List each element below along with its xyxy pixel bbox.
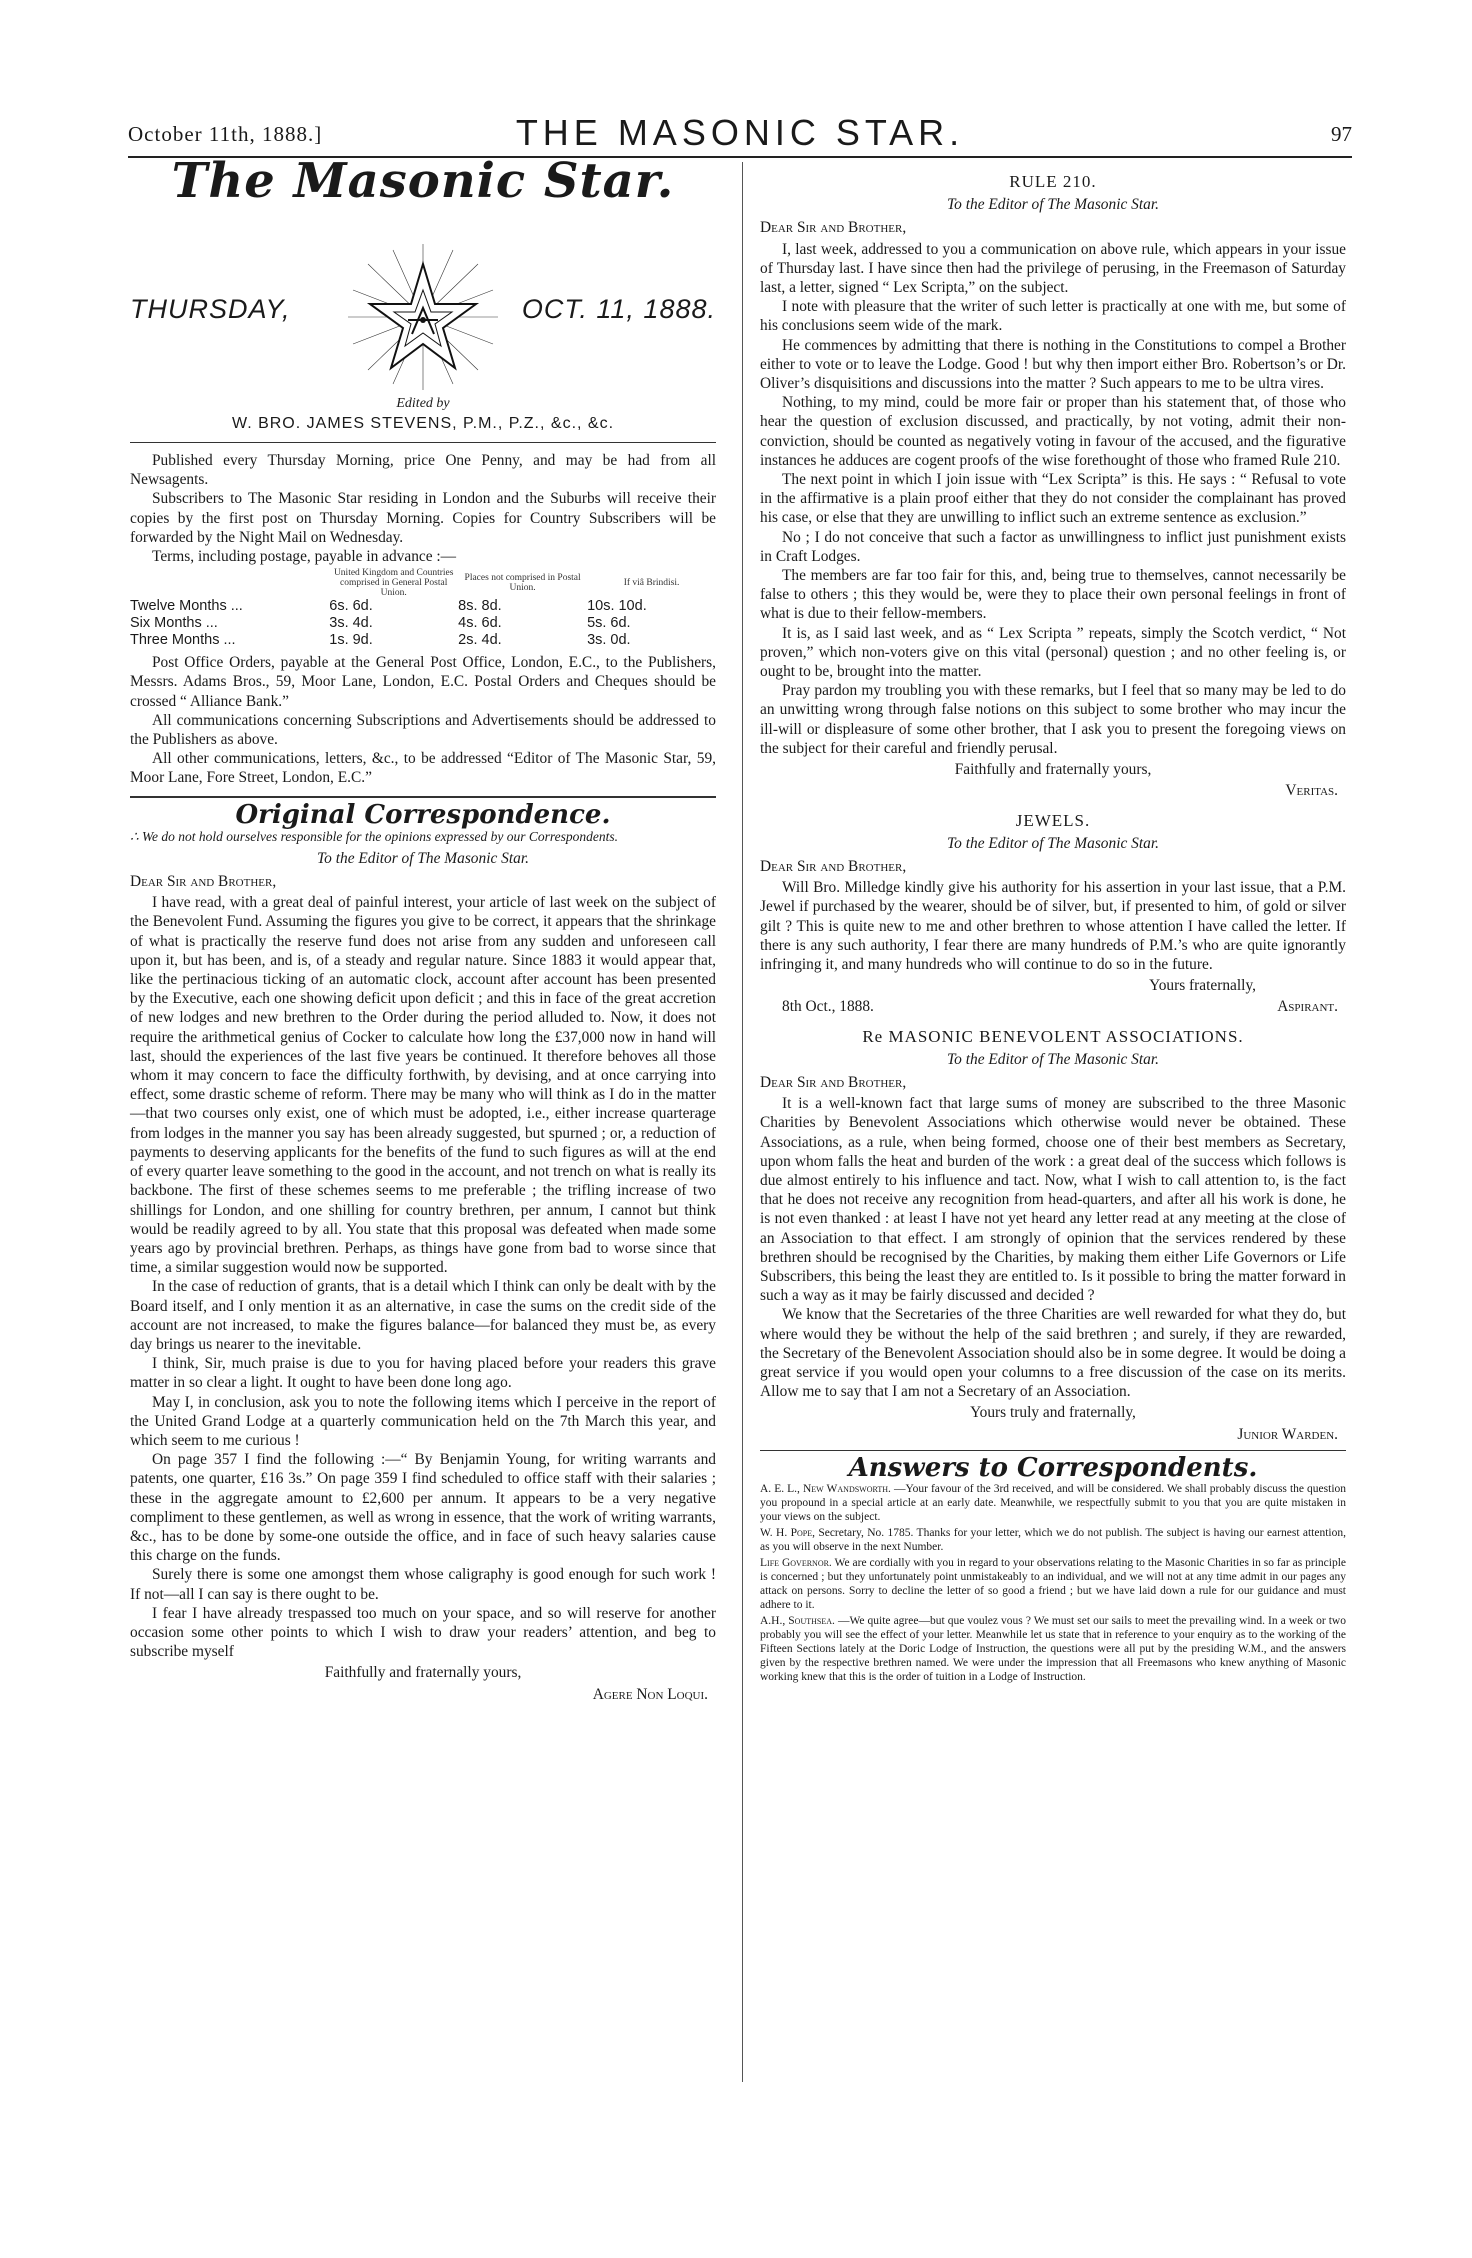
letter-paragraph: Will Bro. Milledge kindly give his authority for his assertion in your last issue, that a P.M. Jewel if purchased by the wearer, should be of silver, but, if presented to him, of gold or silver gilt ? This is quite new to me and other brethren to whose attention I have called the letter. If there is any such authority, I fear there are many hundreds of P.M.’s who are quite ignorantly infringing it, and many hundreds who will continue to do so in the future. xyxy=(760,879,1346,973)
answers-list xyxy=(760,1482,1346,1684)
list-item: W. H. Pope, Secretary, No. 1785. Thanks for your letter, which we do not publish. The subject is having our earnest attention, as you will observe in the next Number. xyxy=(760,1527,1346,1553)
subscriber-info: Subscribers to The Masonic Star residing in London and the Suburbs will receive their copies by the first post on Thursday Morning. Copies for Country Subscribers will be forwarded by the Night Mail on Wednesday. xyxy=(130,490,716,546)
edited-by: Edited by xyxy=(396,396,450,411)
terms-col-header: If viâ Brindisi. xyxy=(623,578,680,589)
letter-signature: Junior Warden. xyxy=(1237,1425,1338,1443)
to-editor: To the Editor of The Masonic Star. xyxy=(947,196,1159,214)
running-header xyxy=(128,108,1352,152)
masonic-star-icon xyxy=(338,242,508,392)
editor-name: W. BRO. JAMES STEVENS, P.M., P.Z., &c., &c. xyxy=(231,415,615,432)
letter-paragraph: I think, Sir, much praise is due to you for having placed before your readers this grave matter in so clear a light. It ought to have been done long ago. xyxy=(130,1355,716,1392)
letter-paragraph: It is a well-known fact that large sums of money are subscribed to the three Masonic Charities by Benevolent Associations which otherwise would never be obtained. These Associations, as a rule, when being formed, choose one of their best members as Secretary, upon whom falls the heat and burden of the work : a great deal of the success which follows is due almost entirely to his influence and tact. Now, what I wish to call attention to, is the fact that he does not receive any recognition from head-quarters, and after all his work is done, he is not even thanked : at least I have not yet heard any letter read at any meeting at the close of an Association to that effect. I am strongly of opinion that the services rendered by these brethren should be recognised by the Charities, by making them either Life Governors or Life Subscribers, this being the least they are entitled to. Is it possible to bring the matter forward in such a way as it may be fairly discussed and decided ? xyxy=(760,1095,1346,1305)
terms-col-header: Places not comprised in Postal Union. xyxy=(464,573,581,594)
letter-signature: Aspirant. xyxy=(1277,998,1338,1016)
publication-info: Published every Thursday Morning, price One Penny, and may be had from all Newsagents. xyxy=(130,452,716,489)
divider xyxy=(130,442,716,443)
letter-paragraph: We know that the Secretaries of the three Charities are well rewarded for what they do, but where would they be without the help of the said brethren ; and surely, if they are rewarded, the Secretary of the Benevolent Association should also be in some degree. It would be doing a great service if you would open your columns to a free discussion of the case on its merits. Allow me to say that I am not a Secretary of an Association. xyxy=(760,1306,1346,1401)
masthead xyxy=(130,153,716,434)
masthead-title: The Masonic Star. xyxy=(171,153,675,209)
to-editor: To the Editor of The Masonic Star. xyxy=(947,1050,1159,1068)
terms-col-header: United Kingdom and Countries comprised in General Postal Union. xyxy=(333,568,454,599)
list-item: Life Governor. We are cordially with you in regard to your observations relating to the Masonic Charities in so far as principle is concerned ; but they unfortunately point unmistakeably to an individual, and we will not at any time admit in our pages any attack on persons. Sorry to decline the letter of so good a friend ; but we have laid down a rule for our guidance and must adhere to it. xyxy=(760,1557,1346,1611)
letter-paragraph: Pray pardon my troubling you with these remarks, but I feel that so many may be led to do an unwitting wrong through false notions on this subject to some brother who may incur the ill-will or displeasure of some other brother, that I ask you to present the foregoing views on the subject for their careful and friendly perusal. xyxy=(760,682,1346,757)
right-column xyxy=(760,170,1346,1686)
letter-paragraph: I fear I have already trespassed too much on your space, and so will reserve for another occasion some other points to which I wish to draw your readers’ attention, and beg to subscribe myself xyxy=(130,1604,716,1661)
disclaimer: ∴ We do not hold ourselves responsible for the opinions expressed by our Correspondents. xyxy=(130,828,619,844)
masthead-day: THURSDAY, xyxy=(130,294,291,324)
article-heading: JEWELS. xyxy=(1015,810,1091,830)
article-heading: RULE 210. xyxy=(1009,172,1097,191)
header-title: THE MASONIC STAR. xyxy=(515,112,965,153)
letter-paragraph: I note with pleasure that the writer of such letter is practically at one with me, but some of his conclusions seem wide of the mark. xyxy=(760,298,1346,335)
letter-close: Yours fraternally, xyxy=(1149,977,1256,995)
editor-address: All other communications, letters, &c., to be addressed “Editor of The Masonic Star, 59, Moor Lane, Fore Street, London, E.C.” xyxy=(130,750,716,787)
letter-paragraph: It is, as I said last week, and as “ Lex Scripta ” repeats, simply the Scotch verdict, “ Not proven,” which non-voters give on this vital (personal) question ; and no other feeling is, or ought to be, brought into the matter. xyxy=(760,624,1346,681)
letter-paragraph: I have read, with a great deal of painful interest, your article of last week on the subject of the Benevolent Fund. Assuming the figures you give to be correct, it appears that the shrinkage of what is practically the reserve fund does not arise from any sudden and unforeseen call upon it, but has been, and is, of a steady and regular nature. Since 1883 it would appear that, like the pertinacious ticking of an automatic clock, account after account has been presented by the Executive, each one showing deficit upon deficit ; and this in face of the great accretion of new lodges and new brethren to the Order during the period alluded to. Now, it does not require the arithmetical genius of Cocker to calculate how long the £37,000 now in hand will last, should the experiences of the last five years be continued. It therefore behoves all those whom it may concern to face the difficulty forthwith, by devising, and at once carrying into effect, some drastic scheme of reform. There may be many who will think as I do in the matter—that two courses only exist, one of which must be adopted, i.e., either increase quarterage from lodges in the manner you say has been already suggested, but spurned ; or, a reduction of payments to deserving applicants for the benefits of the fund to such figures as will at the end of every quarter leave something to the good in the account, and not trench on what is really its backbone. The first of these schemes seems to me preferable ; the trifling increase of two shillings for London, and one shilling for country brethren, per annum, I cannot but think would be readily agreed to by all. You state that this proposal was defeated when made some years ago by provincial brethren. Perhaps, as things have gone from bad to worse since that time, a similar suggestion would now be supported. xyxy=(130,894,716,1277)
terms-table xyxy=(130,568,716,649)
letter-paragraph: May I, in conclusion, ask you to note the following items which I perceive in the report of the United Grand Lodge at a quarterly communication held on the 7th March this year, and which seem to me curious ! xyxy=(130,1393,716,1449)
page-number: 97 xyxy=(1331,122,1352,146)
letter-paragraph: He commences by admitting that there is nothing in the Constitutions to compel a Brother either to vote or to leave the Lodge. Good ! but why then import either Bro. Robertson’s or Dr. Oliver’s disquisitions and discussions into the matter ? Such appears to me to be ultra vires. xyxy=(760,336,1346,393)
letter-close: Faithfully and fraternally yours, xyxy=(954,761,1152,779)
letter-date: 8th Oct., 1888. xyxy=(782,998,874,1016)
salutation: Dear Sir and Brother, xyxy=(760,857,907,875)
letter-signature: Veritas. xyxy=(1285,782,1338,800)
letter-paragraph: No ; I do not conceive that such a factor as unwillingness to inflict just punishment exists in Craft Lodges. xyxy=(760,528,1346,565)
letter-paragraph: Surely there is some one amongst them whose caligraphy is good enough for such work ! If not—all I can say is there ought to be. xyxy=(130,1566,716,1603)
divider xyxy=(760,1450,1346,1451)
letter-paragraph: I, last week, addressed to you a communication on above rule, which appears in your issue of Thursday last. I have since then had the privilege of perusing, in the Freemason of Saturday last, a letter, signed “ Lex Scripta,” on the subject. xyxy=(760,240,1346,297)
article-heading: Re MASONIC BENEVOLENT ASSOCIATIONS. xyxy=(862,1026,1244,1046)
section-title: Original Correspondence. xyxy=(235,799,611,830)
to-editor: To the Editor of The Masonic Star. xyxy=(947,834,1159,852)
to-editor: To the Editor of The Masonic Star. xyxy=(317,849,529,867)
payment-info: Post Office Orders, payable at the General Post Office, London, E.C., to the Publishers, Messrs. Adams Bros., 59, Moor Lane, London, E.C. Postal Orders and Cheques should be crossed “ Alliance Bank.” xyxy=(130,654,716,710)
salutation: Dear Sir and Brother, xyxy=(130,873,277,891)
table-row: Three Months ... 1s. 9d. 2s. 4d. 3s. 0d. xyxy=(130,632,631,649)
table-row: Six Months ... 3s. 4d. 4s. 6d. 5s. 6d. xyxy=(130,615,631,632)
letter-signature: Agere Non Loqui. xyxy=(592,1685,708,1703)
section-title: Answers to Correspondents. xyxy=(848,1452,1258,1483)
masthead-date: OCT. 11, 1888. xyxy=(521,294,716,324)
list-item: A. E. L., New Wandsworth. —Your favour of the 3rd received, and will be considered. We shall probably discuss the question you propound in a special article at an early date. Meanwhile, we respectfully submit to you that you are quite mistaken in your views on the subject. xyxy=(760,1483,1347,1523)
letter-close: Yours truly and fraternally, xyxy=(970,1404,1136,1422)
letter-paragraph: The members are far too fair for this, and, being true to themselves, cannot necessarily be false to others ; this they would be, were they to place their own personal feelings in front of what is due to their fellow-members. xyxy=(760,567,1346,623)
header-date: October 11th, 1888.] xyxy=(128,122,323,146)
column-divider xyxy=(742,162,743,2082)
left-column xyxy=(130,153,716,1706)
list-item: A.H., Southsea. —We quite agree—but que voulez vous ? We must set our sails to meet the prevailing wind. In a week or two probably you will see the effect of your letter. Meanwhile let us state that in reference to your enquiry as to the working of the Fifteen Sections lately at the Doric Lodge of Instruction, the questions were all put by the presiding W.M., and the answers given by the respective brethren named. We were under the impression that all Freemasons who knew anything of Masonic working knew that this is the order of tuition in a Lodge of Instruction. xyxy=(760,1615,1346,1683)
letter-paragraph: The next point in which I join issue with “Lex Scripta” is this. He says : “ Refusal to vote in the affirmative is a plain proof either that they do not consider the complainant has proved his case, or else that they are unwilling to inflict such an extreme sentence as exclusion.” xyxy=(760,471,1346,527)
letter-paragraph: On page 357 I find the following :—“ By Benjamin Young, for writing warrants and patents, one quarter, £16 3s.” On page 359 I find scheduled to office staff with their salaries ; these in the aggregate amount to £2,600 per annum. It appears to be a very negative compliment to these gentlemen, as well as wrong in essence, that the work of writing warrants, &c., has to be done by some-one outside the office, and in face of such heavy salaries cause this charge on the funds. xyxy=(130,1451,716,1565)
dateline xyxy=(760,997,1346,1016)
table-row: Twelve Months ... 6s. 6d. 8s. 8d. 10s. 10d. xyxy=(130,598,647,615)
terms-intro: Terms, including postage, payable in advance :— xyxy=(152,548,457,566)
letter-paragraph: In the case of reduction of grants, that is a detail which I think can only be dealt with by the Board itself, and I only mention it as an alternative, in case the sums on the credit side of the account are not increased, to make the figures balance—for balanced they must be, as every day brings us nearer to the inevitable. xyxy=(130,1278,716,1353)
letter-close: Faithfully and fraternally yours, xyxy=(324,1664,522,1682)
salutation: Dear Sir and Brother, xyxy=(760,219,907,237)
divider xyxy=(130,796,716,798)
advertising-info: All communications concerning Subscriptions and Advertisements should be addressed to the Publishers as above. xyxy=(130,711,716,749)
letter-paragraph: Nothing, to my mind, could be more fair or proper than his statement that, of those who hear the question of exclusion discussed, and practically, by not voting, admit their non-conviction, should be counted as negatively voting in favour of the accused, and the figurative instances he adduces are cogent proofs of the wise forethought of those who framed Rule 210. xyxy=(760,394,1346,469)
salutation: Dear Sir and Brother, xyxy=(760,1073,907,1091)
